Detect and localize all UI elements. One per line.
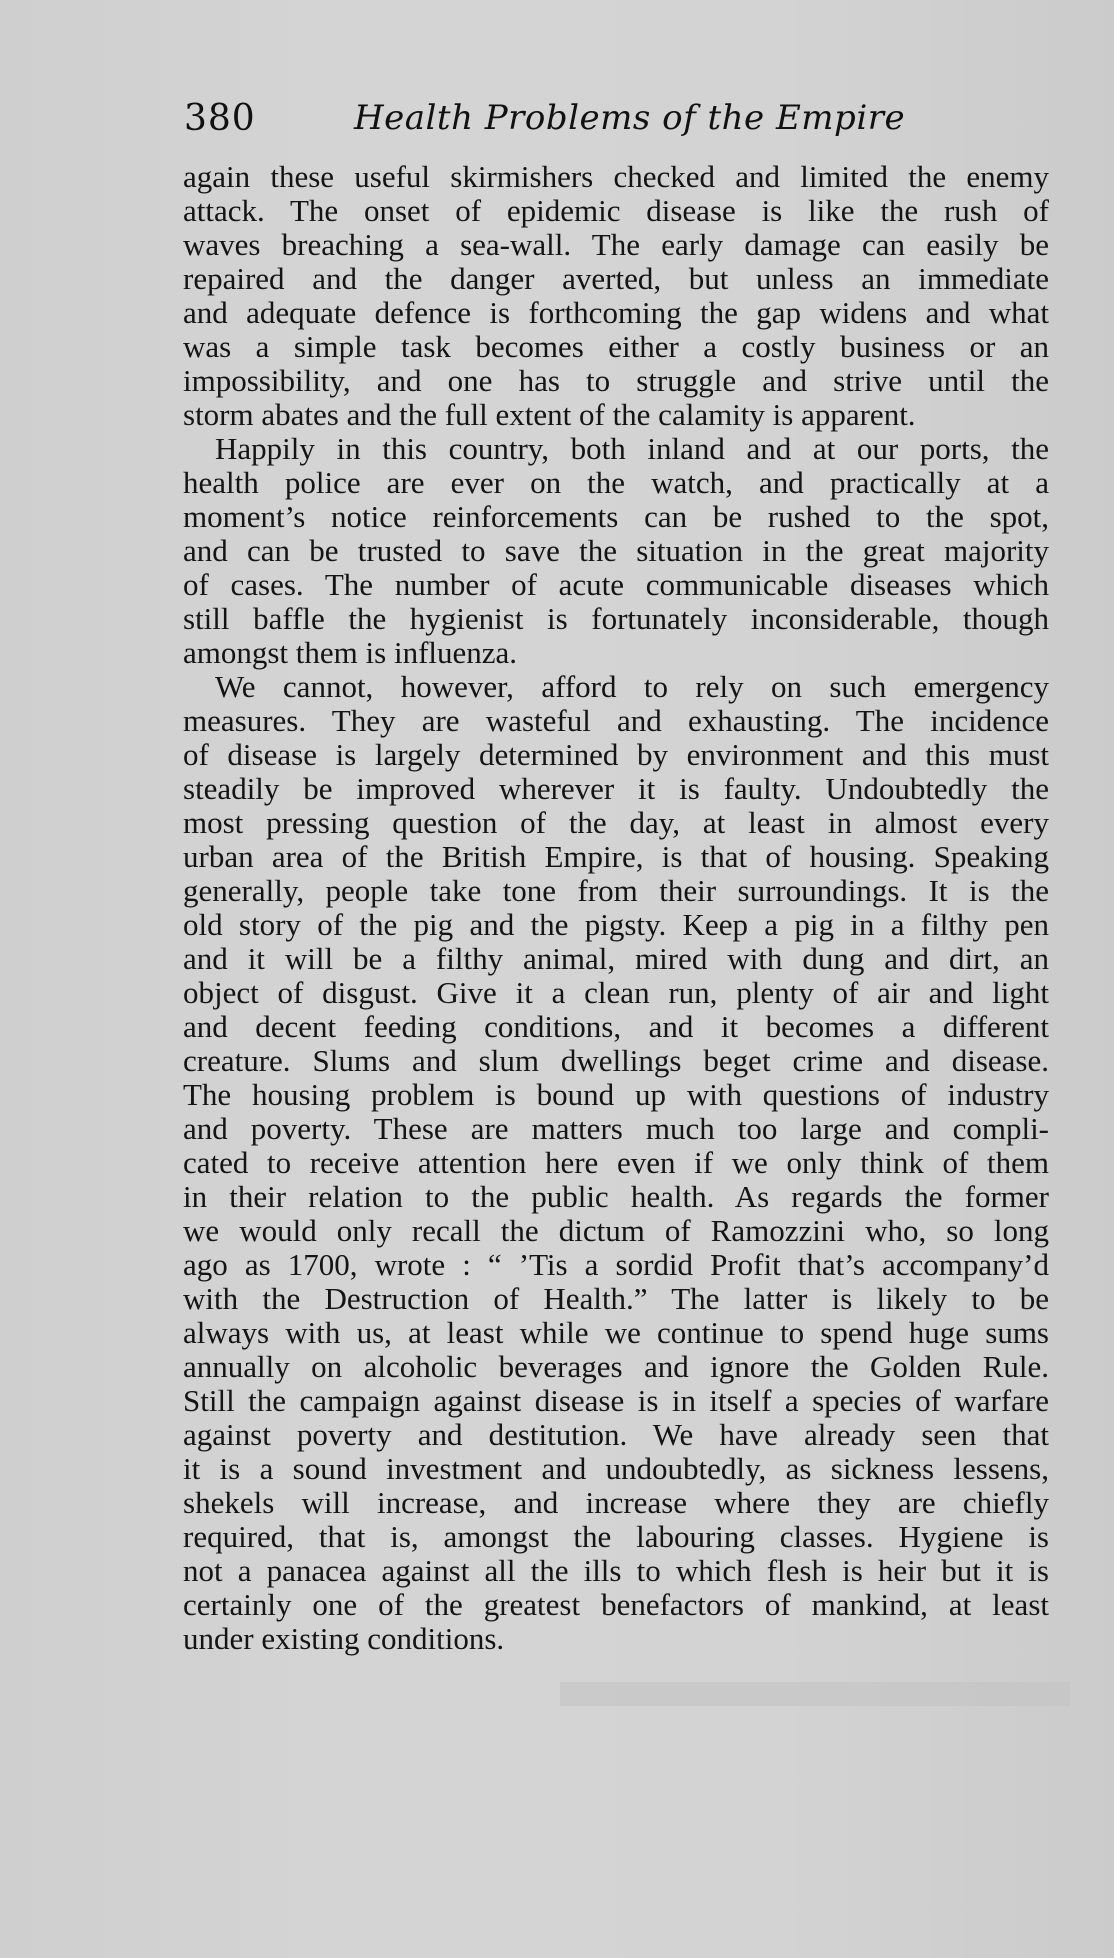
text-line: creature. Slums and slum dwellings beget crime and disease.: [183, 1043, 1049, 1078]
text-line: cated to receive attention here even if we only think of them: [183, 1145, 1049, 1180]
text-line: still baffle the hygienist is fortunately inconsiderable, though: [183, 601, 1049, 636]
text-line: measures. They are wasteful and exhausting. The incidence: [183, 703, 1049, 738]
text-line: Still the campaign against disease is in itself a species of warfare: [183, 1383, 1049, 1418]
text-line: shekels will increase, and increase where they are chiefly: [183, 1485, 1049, 1520]
text-line: Happily in this country, both inland and at our ports, the: [215, 431, 1049, 466]
text-line: attack. The onset of epidemic disease is like the rush of: [183, 193, 1049, 228]
body-text: [183, 160, 1049, 1656]
text-line: not a panacea against all the ills to which flesh is heir but it is: [183, 1553, 1049, 1588]
text-line: waves breaching a sea-wall. The early damage can easily be: [183, 227, 1049, 262]
text-line: we would only recall the dictum of Ramozzini who, so long: [183, 1213, 1049, 1248]
text-line: annually on alcoholic beverages and ignore the Golden Rule.: [183, 1349, 1049, 1384]
text-line: old story of the pig and the pigsty. Keep a pig in a filthy pen: [183, 907, 1049, 942]
text-line: against poverty and destitution. We have already seen that: [183, 1417, 1049, 1452]
text-line: and can be trusted to save the situation in the great majority: [183, 533, 1049, 568]
text-line: object of disgust. Give it a clean run, plenty of air and light: [183, 975, 1049, 1010]
text-line: required, that is, amongst the labouring classes. Hygiene is: [183, 1519, 1049, 1554]
text-line: urban area of the British Empire, is that of housing. Speaking: [183, 839, 1049, 874]
text-line: and it will be a filthy animal, mired with dung and dirt, an: [183, 941, 1049, 976]
scan-shadow: [560, 1682, 1070, 1706]
text-line: was a simple task becomes either a costly business or an: [183, 329, 1049, 364]
text-line: impossibility, and one has to struggle and strive until the: [183, 363, 1049, 398]
page-number: 380: [184, 98, 256, 139]
text-line: most pressing question of the day, at least in almost every: [183, 805, 1049, 840]
text-line: We cannot, however, afford to rely on such emergency: [215, 669, 1049, 704]
text-line: again these useful skirmishers checked and limited the enemy: [183, 159, 1049, 194]
text-line: in their relation to the public health. As regards the former: [183, 1179, 1049, 1214]
text-line: storm abates and the full extent of the calamity is apparent.: [183, 397, 916, 432]
text-line: ago as 1700, wrote : “ ’Tis a sordid Profit that’s accompany’d: [183, 1247, 1049, 1282]
text-line: repaired and the danger averted, but unless an immediate: [183, 261, 1049, 296]
text-line: with the Destruction of Health.” The latter is likely to be: [183, 1281, 1049, 1316]
text-line: it is a sound investment and undoubtedly, as sickness lessens,: [183, 1451, 1049, 1486]
text-line: under existing conditions.: [183, 1621, 505, 1656]
text-line: moment’s notice reinforcements can be rushed to the spot,: [183, 499, 1049, 534]
text-line: and adequate defence is forthcoming the gap widens and what: [183, 295, 1049, 330]
text-line: health police are ever on the watch, and practically at a: [183, 465, 1049, 500]
text-line: always with us, at least while we continue to spend huge sums: [183, 1315, 1049, 1350]
text-line: The housing problem is bound up with questions of industry: [183, 1077, 1049, 1112]
text-line: generally, people take tone from their surroundings. It is the: [183, 873, 1049, 908]
text-line: and poverty. These are matters much too large and compli-: [183, 1111, 1049, 1146]
text-line: steadily be improved wherever it is faulty. Undoubtedly the: [183, 771, 1049, 806]
text-line: certainly one of the greatest benefactors of mankind, at least: [183, 1587, 1049, 1622]
text-line: of cases. The number of acute communicable diseases which: [183, 567, 1049, 602]
text-line: of disease is largely determined by environment and this must: [183, 737, 1049, 772]
text-line: amongst them is influenza.: [183, 635, 518, 670]
running-title: Health Problems of the Empire: [354, 98, 906, 138]
text-line: and decent feeding conditions, and it becomes a different: [183, 1009, 1049, 1044]
page-header: [184, 98, 1044, 158]
